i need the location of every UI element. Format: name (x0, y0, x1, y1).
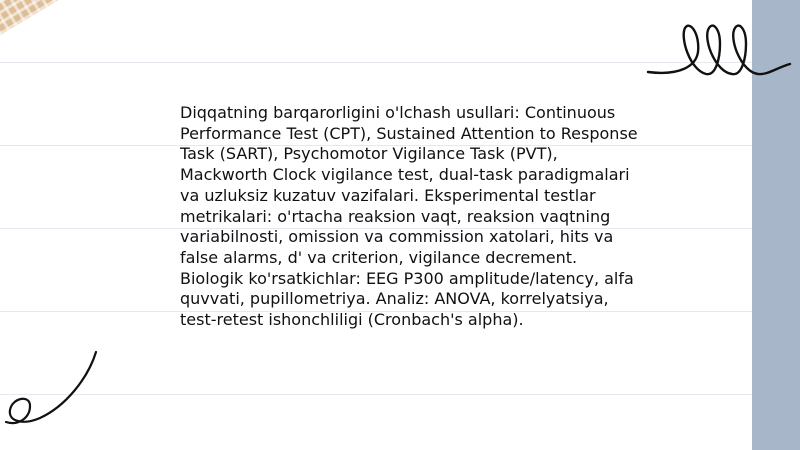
loop-scribble-icon (640, 14, 800, 84)
paper-rule-line (0, 394, 752, 395)
note-body-text: Diqqatning barqarorligini o'lchash usullari: Continuous Performance Test (CPT), Sustained Attention to Response Task (SART), Psychomotor Vigilance Task (PVT), Mackworth Clock vigilance test, dual-task paradigmalari va uzluksiz kuzatuv vazifalari. Eksperimental testlar metrikalari: o'rtacha reaksion vaqt, reaksion vaqtning variabilnosti, omission va commission xatolari, hits va false alarms, d' va criterion, vigilance decrement. Biologik ko'rsatkichlar: EEG P300 amplitude/latency, alfa quvvati, pupillometriya. Analiz: ANOVA, korrelyatsiya, test-retest ishonchliligi (Cronbach's alpha). (180, 103, 638, 330)
curl-scribble-icon (0, 348, 110, 428)
